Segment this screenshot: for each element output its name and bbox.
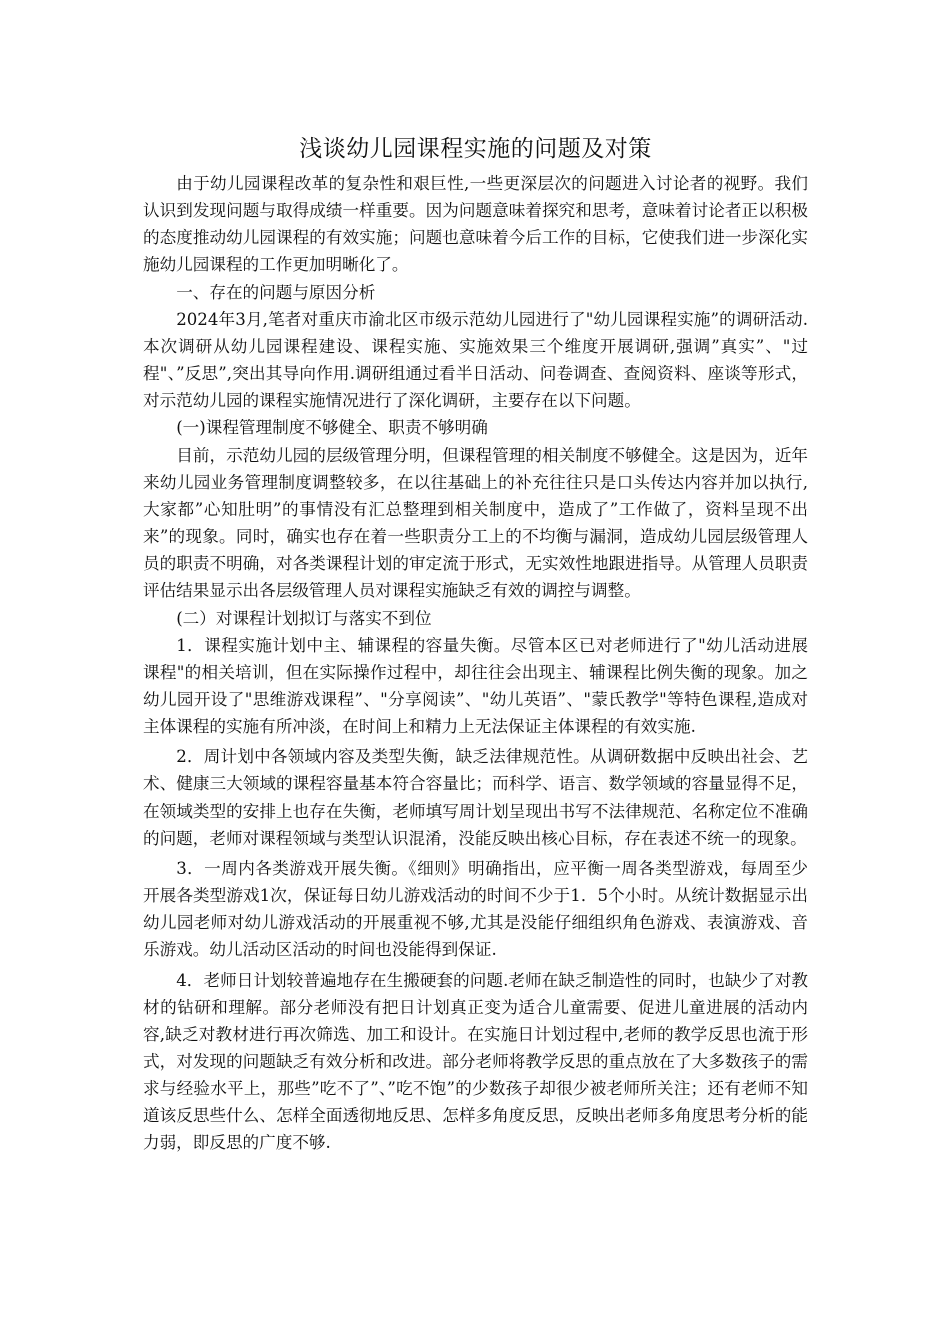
list-item: 1．课程实施计划中主、辅课程的容量失衡。尽管本区已对老师进行了"幼儿活动进展课程"的相关培训，但在实际操作过程中，却往往会出现主、辅课程比例失衡的现象。加之幼儿园开设了"思维游戏课程”、"分享阅读”、"幼儿英语”、"蒙氏教学"等特色课程,造成对主体课程的实施有所冲淡，在时间上和精力上无法保证主体课程的有效实施. bbox=[143, 635, 808, 737]
subsection-paragraph: 目前，示范幼儿园的层级管理分明，但课程管理的相关制度不够健全。这是因为，近年来幼儿园业务管理制度调整较多，在以往基础上的补充往往只是口头传达内容并加以执行,大家都”心知肚明”的事情没有汇总整理到相关制度中，造成了”工作做了，资料呈现不出来”的现象。同时，确实也存在着一些职责分工上的不均衡与漏洞，造成幼儿园层级管理人员的职责不明确，对各类课程计划的审定流于形式，无实效性地跟进指导。从管理人员职责评估结果显示出各层级管理人员对课程实施缺乏有效的调控与调整。 bbox=[143, 445, 808, 601]
subsection-heading: (二）对课程计划拟订与落实不到位 bbox=[176, 608, 432, 628]
intro-paragraph: 由于幼儿园课程改革的复杂性和艰巨性,一些更深层次的问题进入讨论者的视野。我们认识到发现问题与取得成绩一样重要。因为问题意味着探究和思考，意味着讨论者正以积极的态度推动幼儿园课程的有效实施；问题也意味着今后工作的目标，它使我们进一步深化实施幼儿园课程的工作更加明晰化了。 bbox=[143, 174, 808, 275]
list-item: 3．一周内各类游戏开展失衡。《细则》明确指出，应平衡一周各类型游戏，每周至少开展各类型游戏1次，保证每日幼儿游戏活动的时间不少于1．5个小时。从统计数据显示出幼儿园老师对幼儿游戏活动的开展重视不够,尤其是没能仔细组织角色游戏、表演游戏、音乐游戏。幼儿活动区活动的时间也没能得到保证. bbox=[143, 858, 808, 960]
list-item: 2．周计划中各领域内容及类型失衡，缺乏法律规范性。从调研数据中反映出社会、艺术、健康三大领域的课程容量基本符合容量比；而科学、语言、数学领域的容量显得不足，在领域类型的安排上也存在失衡，老师填写周计划呈现出书写不法律规范、名称定位不准确的问题，老师对课程领域与类型认识混淆，没能反映出核心目标，存在表述不统一的现象。 bbox=[143, 747, 808, 848]
subsection-heading: (一)课程管理制度不够健全、职责不够明确 bbox=[176, 418, 488, 438]
section-heading: 一、存在的问题与原因分析 bbox=[176, 282, 376, 302]
section-paragraph: 2024年3月,笔者对重庆市渝北区市级示范幼儿园进行了"幼儿园课程实施”的调研活动.本次调研从幼儿园课程建设、课程实施、实施效果三个维度开展调研,强调”真实”、"过程"、”反思”,突出其导向作用.调研组通过看半日活动、问卷调查、查阅资料、座谈等形式，对示范幼儿园的课程实施情况进行了深化调研，主要存在以下问题。 bbox=[143, 309, 808, 411]
document-body bbox=[143, 132, 808, 1157]
list-item: 4．老师日计划较普遍地存在生搬硬套的问题.老师在缺乏制造性的同时，也缺少了对教材的钻研和理解。部分老师没有把日计划真正变为适合儿童需要、促进儿童进展的活动内容,缺乏对教材进行再次筛选、加工和设计。在实施日计划过程中,老师的教学反思也流于形式，对发现的问题缺乏有效分析和改进。部分老师将教学反思的重点放在了大多数孩子的需求与经验水平上，那些”吃不了”、”吃不饱”的少数孩子却很少被老师所关注；还有老师不知道该反思些什么、怎样全面透彻地反思、怎样多角度反思，反映出老师多角度思考分析的能力弱，即反思的广度不够. bbox=[143, 970, 808, 1153]
document-title: 浅谈幼儿园课程实施的问题及对策 bbox=[299, 136, 652, 162]
